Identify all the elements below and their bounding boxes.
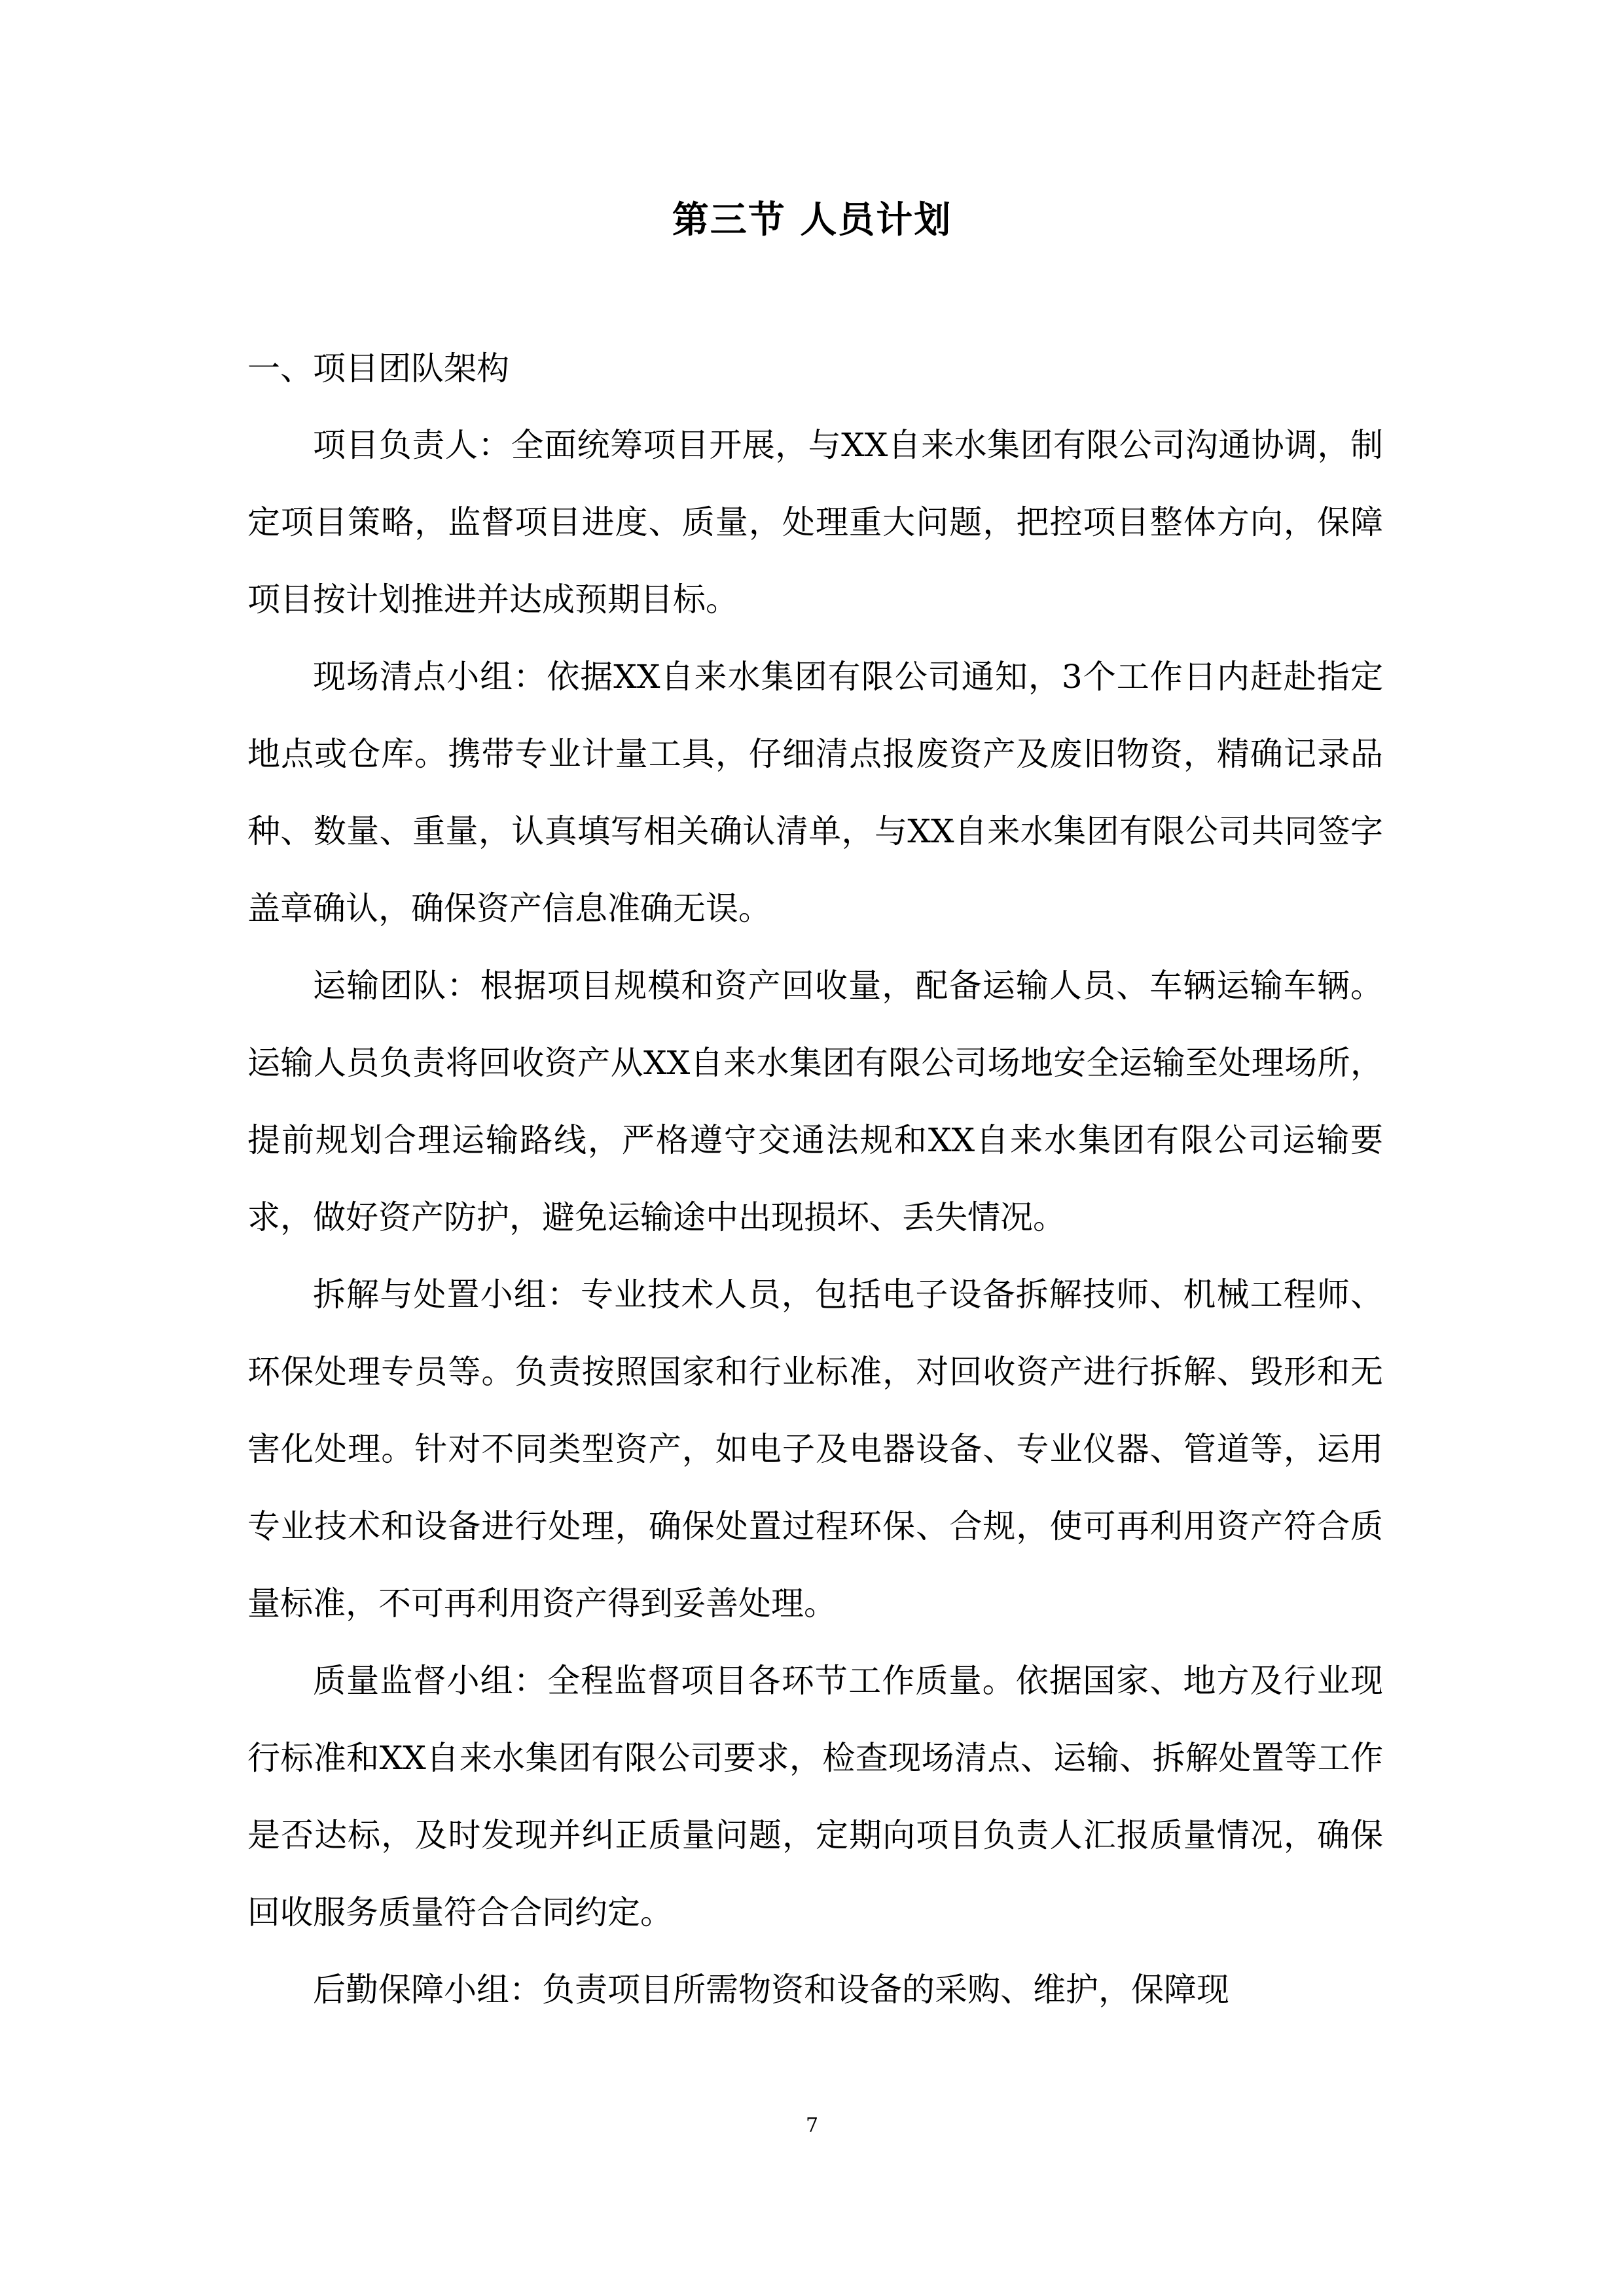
- paragraph-dismantling-team: 拆解与处置小组：专业技术人员，包括电子设备拆解技师、机械工程师、环保处理专员等。负责按照国家和行业标准，对回收资产进行拆解、毁形和无害化处理。针对不同类型资产，如电子及电器设备、专业仪器、管道等，运用专业技术和设备进行处理，确保处置过程环保、合规，使可再利用资产符合质量标准，不可再利用资产得到妥善处理。: [247, 1276, 1383, 1623]
- section-heading: 一、项目团队架构: [247, 350, 509, 387]
- page-title: 第三节 人员计划: [672, 198, 952, 242]
- paragraph-logistics-team: 后勤保障小组：负责项目所需物资和设备的采购、维护，保障现: [313, 1971, 1229, 2009]
- document-body: [247, 331, 1383, 2028]
- paragraph-inventory-team: 现场清点小组：依据XX自来水集团有限公司通知，3个工作日内赶赴指定地点或仓库。携带专业计量工具，仔细清点报废资产及废旧物资，精确记录品种、数量、重量，认真填写相关确认清单，与XX自来水集团有限公司共同签字盖章确认，确保资产信息准确无误。: [247, 658, 1383, 927]
- page-number: 7: [805, 2114, 819, 2137]
- paragraph-transport-team: 运输团队：根据项目规模和资产回收量，配备运输人员、车辆运输车辆。运输人员负责将回收资产从XX自来水集团有限公司场地安全运输至处理场所，提前规划合理运输路线，严格遵守交通法规和XX自来水集团有限公司运输要求，做好资产防护，避免运输途中出现损坏、丢失情况。: [247, 967, 1383, 1236]
- paragraph-quality-team: 质量监督小组：全程监督项目各环节工作质量。依据国家、地方及行业现行标准和XX自来水集团有限公司要求，检查现场清点、运输、拆解处置等工作是否达标，及时发现并纠正质量问题，定期向项目负责人汇报质量情况，确保回收服务质量符合合同约定。: [247, 1662, 1383, 1931]
- paragraph-project-leader: 项目负责人：全面统筹项目开展，与XX自来水集团有限公司沟通协调，制定项目策略，监督项目进度、质量，处理重大问题，把控项目整体方向，保障项目按计划推进并达成预期目标。: [247, 426, 1383, 619]
